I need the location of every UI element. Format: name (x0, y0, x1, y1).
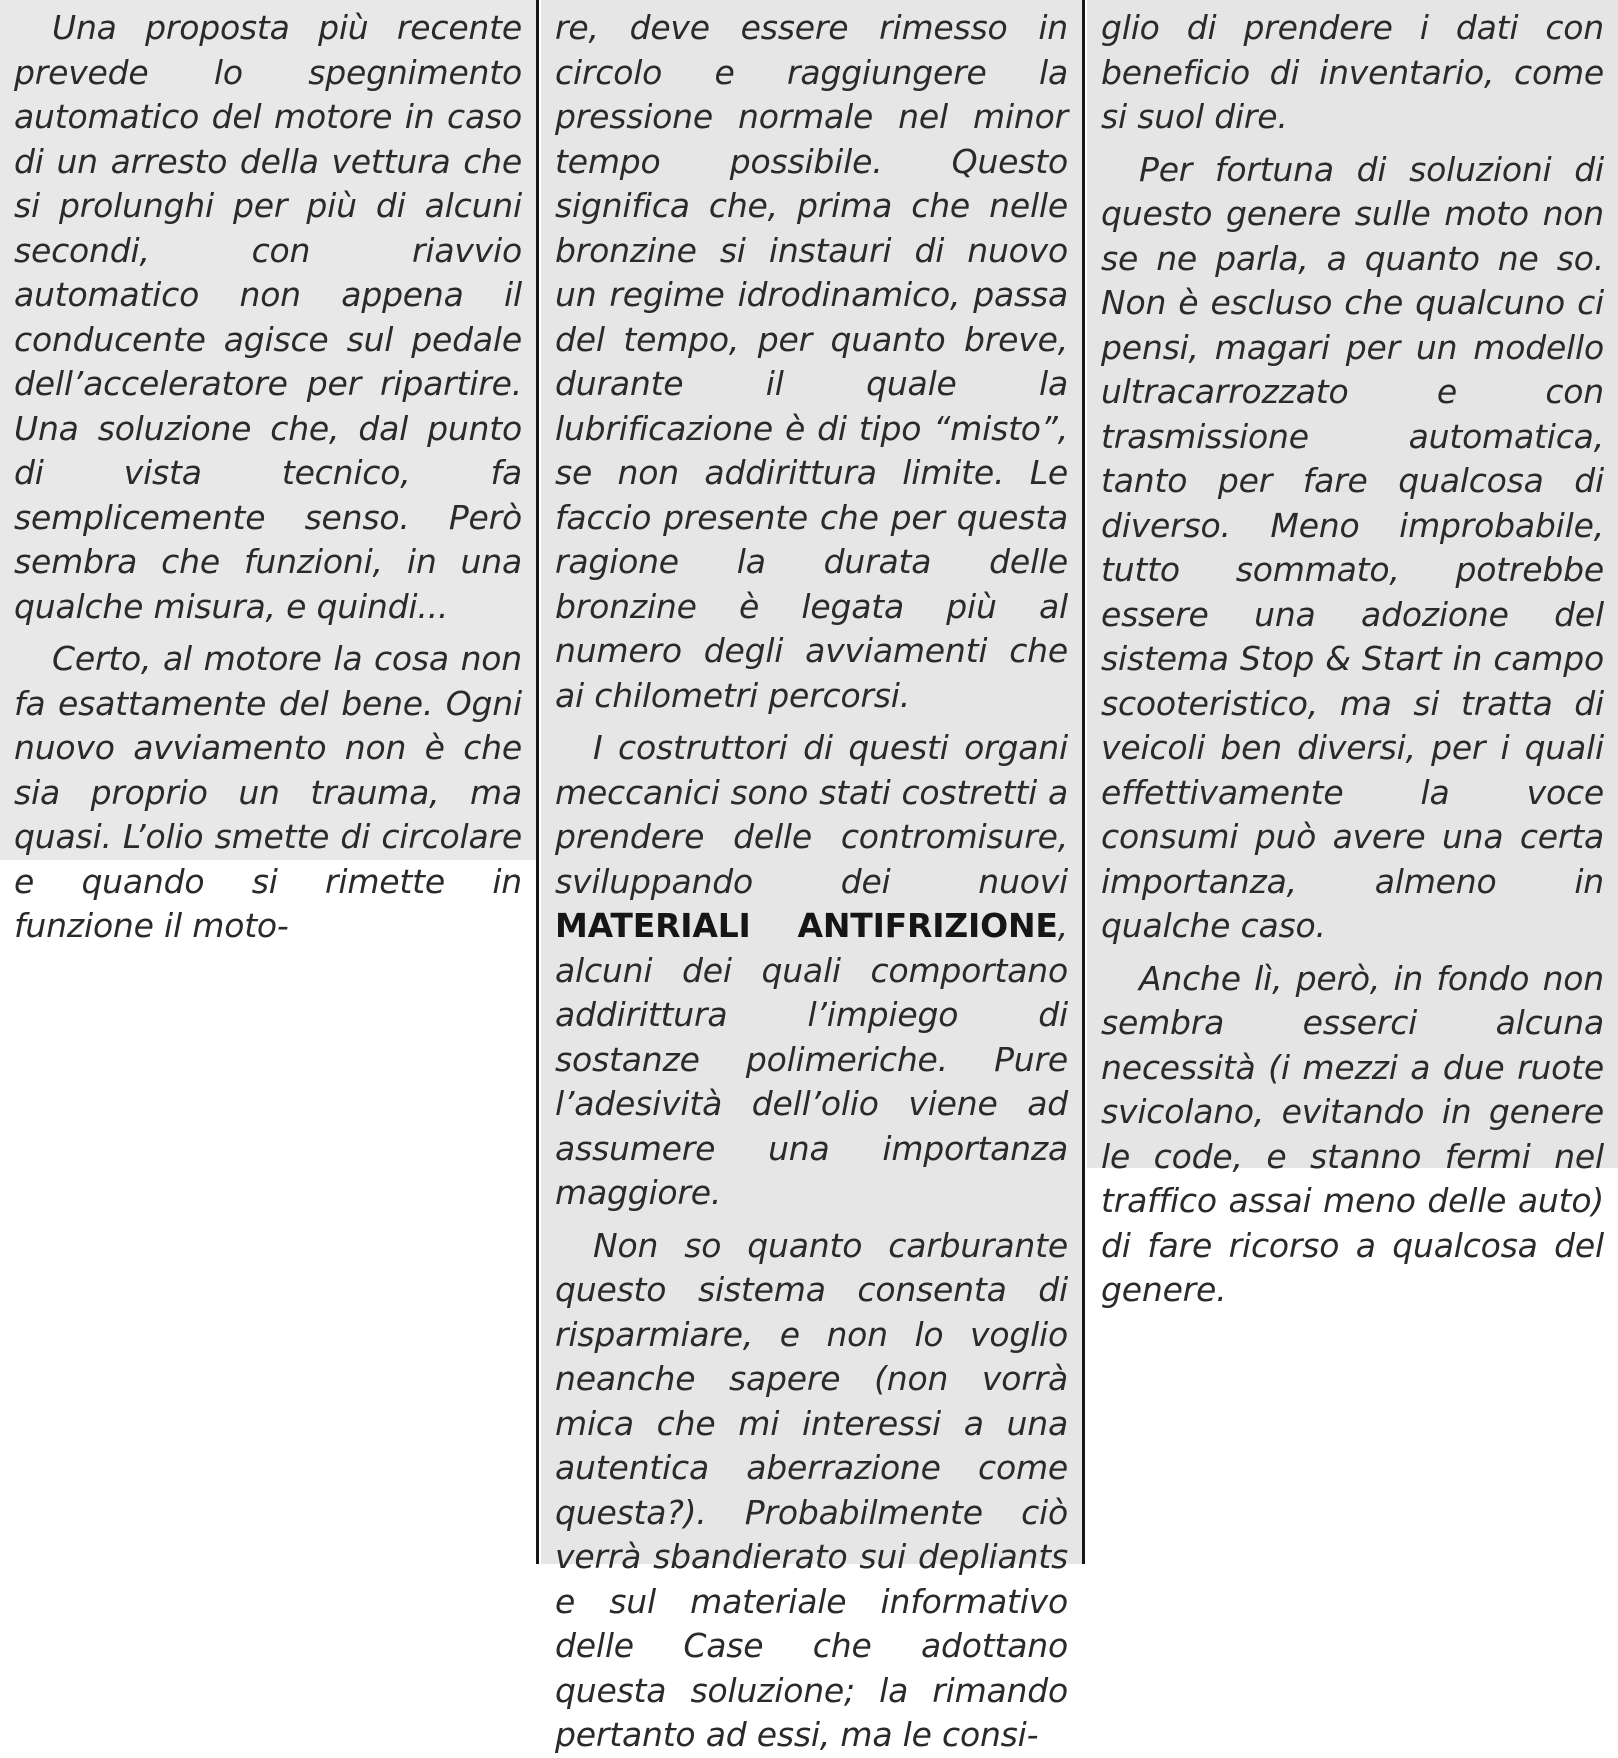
paragraph: re, deve essere rimesso in circolo e raggiungere la pressione normale nel minor tempo possibile. Questo significa che, prima che nelle bronzine si instauri di nuovo un regime idrodinamico, passa del tempo, per quanto breve, durante il quale la lubrificazione è di tipo “misto”, se non addirittura limite. Le faccio presente che per questa ragione la durata delle bronzine è legata più al numero degli avviamenti che ai chilometri percorsi. (555, 8, 1068, 715)
text-column-2 (541, 0, 1082, 1754)
column-divider (1082, 0, 1085, 1564)
paragraph: Una proposta più recente prevede lo spegnimento automatico del motore in caso di un arresto della vettura che si prolunghi per più di alcuni secondi, con riavvio automatico non appena il conducente agisce sul pedale dell’acceleratore per ripartire. Una soluzione che, dal punto di vista tecnico, fa semplicemente senso. Però sembra che funzioni, in una qualche misura, e quindi... (14, 8, 522, 626)
paragraph (555, 726, 1068, 1216)
paragraph: Non so quanto carburante questo sistema consenta di risparmiare, e non lo voglio neanche sapere (non vorrà mica che mi interessi a una autentica aberrazione come questa?). Probabilmente ciò verrà sbandierato sui depliants e sul materiale informativo delle Case che adottano questa soluzione; la rimando pertanto ad essi, ma le consi- (555, 1225, 1068, 1754)
paragraph: Certo, al motore la cosa non fa esattamente del bene. Ogni nuovo avviamento non è che sia proprio un trauma, ma quasi. L’olio smette di circolare e quando si rimette in funzione il moto- (14, 639, 522, 945)
paragraph: glio di prendere i dati con beneficio di inventario, come si suol dire. (1101, 8, 1604, 136)
paragraph: Anche lì, però, in fondo non sembra esserci alcuna necessità (i mezzi a due ruote svicolano, evitando in genere le code, e stanno fermi nel traffico assai meno delle auto) di fare ricorso a qualcosa del genere. (1101, 958, 1604, 1309)
column-divider (536, 0, 539, 1564)
paragraph-text: , alcuni dei quali comportano addirittura l’impiego di sostanze polimeriche. Pure l’adesività dell’olio viene ad assumere una importanza maggiore. (555, 906, 1068, 1212)
bold-term: MATERIALI ANTIFRIZIONE (555, 906, 1058, 945)
text-column-3 (1087, 0, 1618, 1309)
paragraph-text: I costruttori di questi organi meccanici sono stati costretti a prendere delle contromisure, sviluppando dei nuovi (555, 728, 1068, 901)
text-column-1 (0, 0, 536, 945)
paragraph: Per fortuna di soluzioni di questo genere sulle moto non se ne parla, a quanto ne so. Non è escluso che qualcuno ci pensi, magari per un modello ultracarrozzato e con trasmissione automatica, tanto per fare qualcosa di diverso. Meno improbabile, tutto sommato, potrebbe essere una adozione del sistema Stop & Start in campo scooteristico, ma si tratta di veicoli ben diversi, per i quali effettivamente la voce consumi può avere una certa importanza, almeno in qualche caso. (1101, 149, 1604, 945)
